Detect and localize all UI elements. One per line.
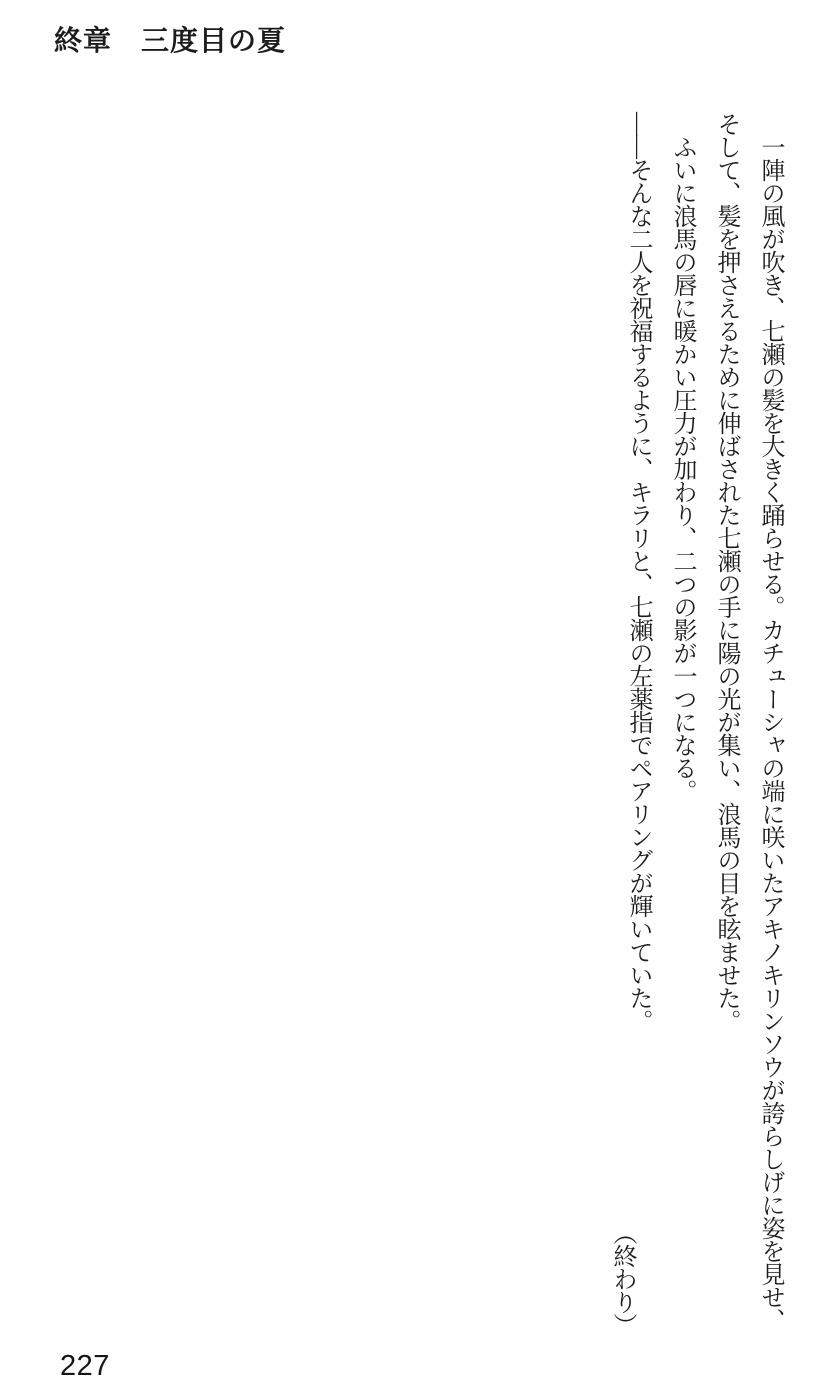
end-marker: （終わり） <box>609 1221 635 1336</box>
page-number: 227 <box>60 1350 110 1382</box>
paragraph-1: 一陣の風が吹き、七瀬の髪を大きく踊らせる。カチューシャの端に咲いたアキノキリンソウが誇らしげに姿を見せ、 <box>757 135 783 1331</box>
chapter-title: 終章 三度目の夏 <box>54 26 287 57</box>
paragraph-3: ふいに浪馬の唇に暖かい圧力が加わり、二つの影が一つになる。 <box>669 135 695 802</box>
body-text <box>600 112 792 1336</box>
paragraph-2: そして、髪を押さえるために伸ばされた七瀬の手に陽の光が集い、浪馬の目を眩ませた。 <box>713 112 739 1032</box>
paragraph-4: ——そんな二人を祝福するように、キラリと、七瀬の左薬指でペアリングが輝いていた。 <box>625 112 651 1032</box>
